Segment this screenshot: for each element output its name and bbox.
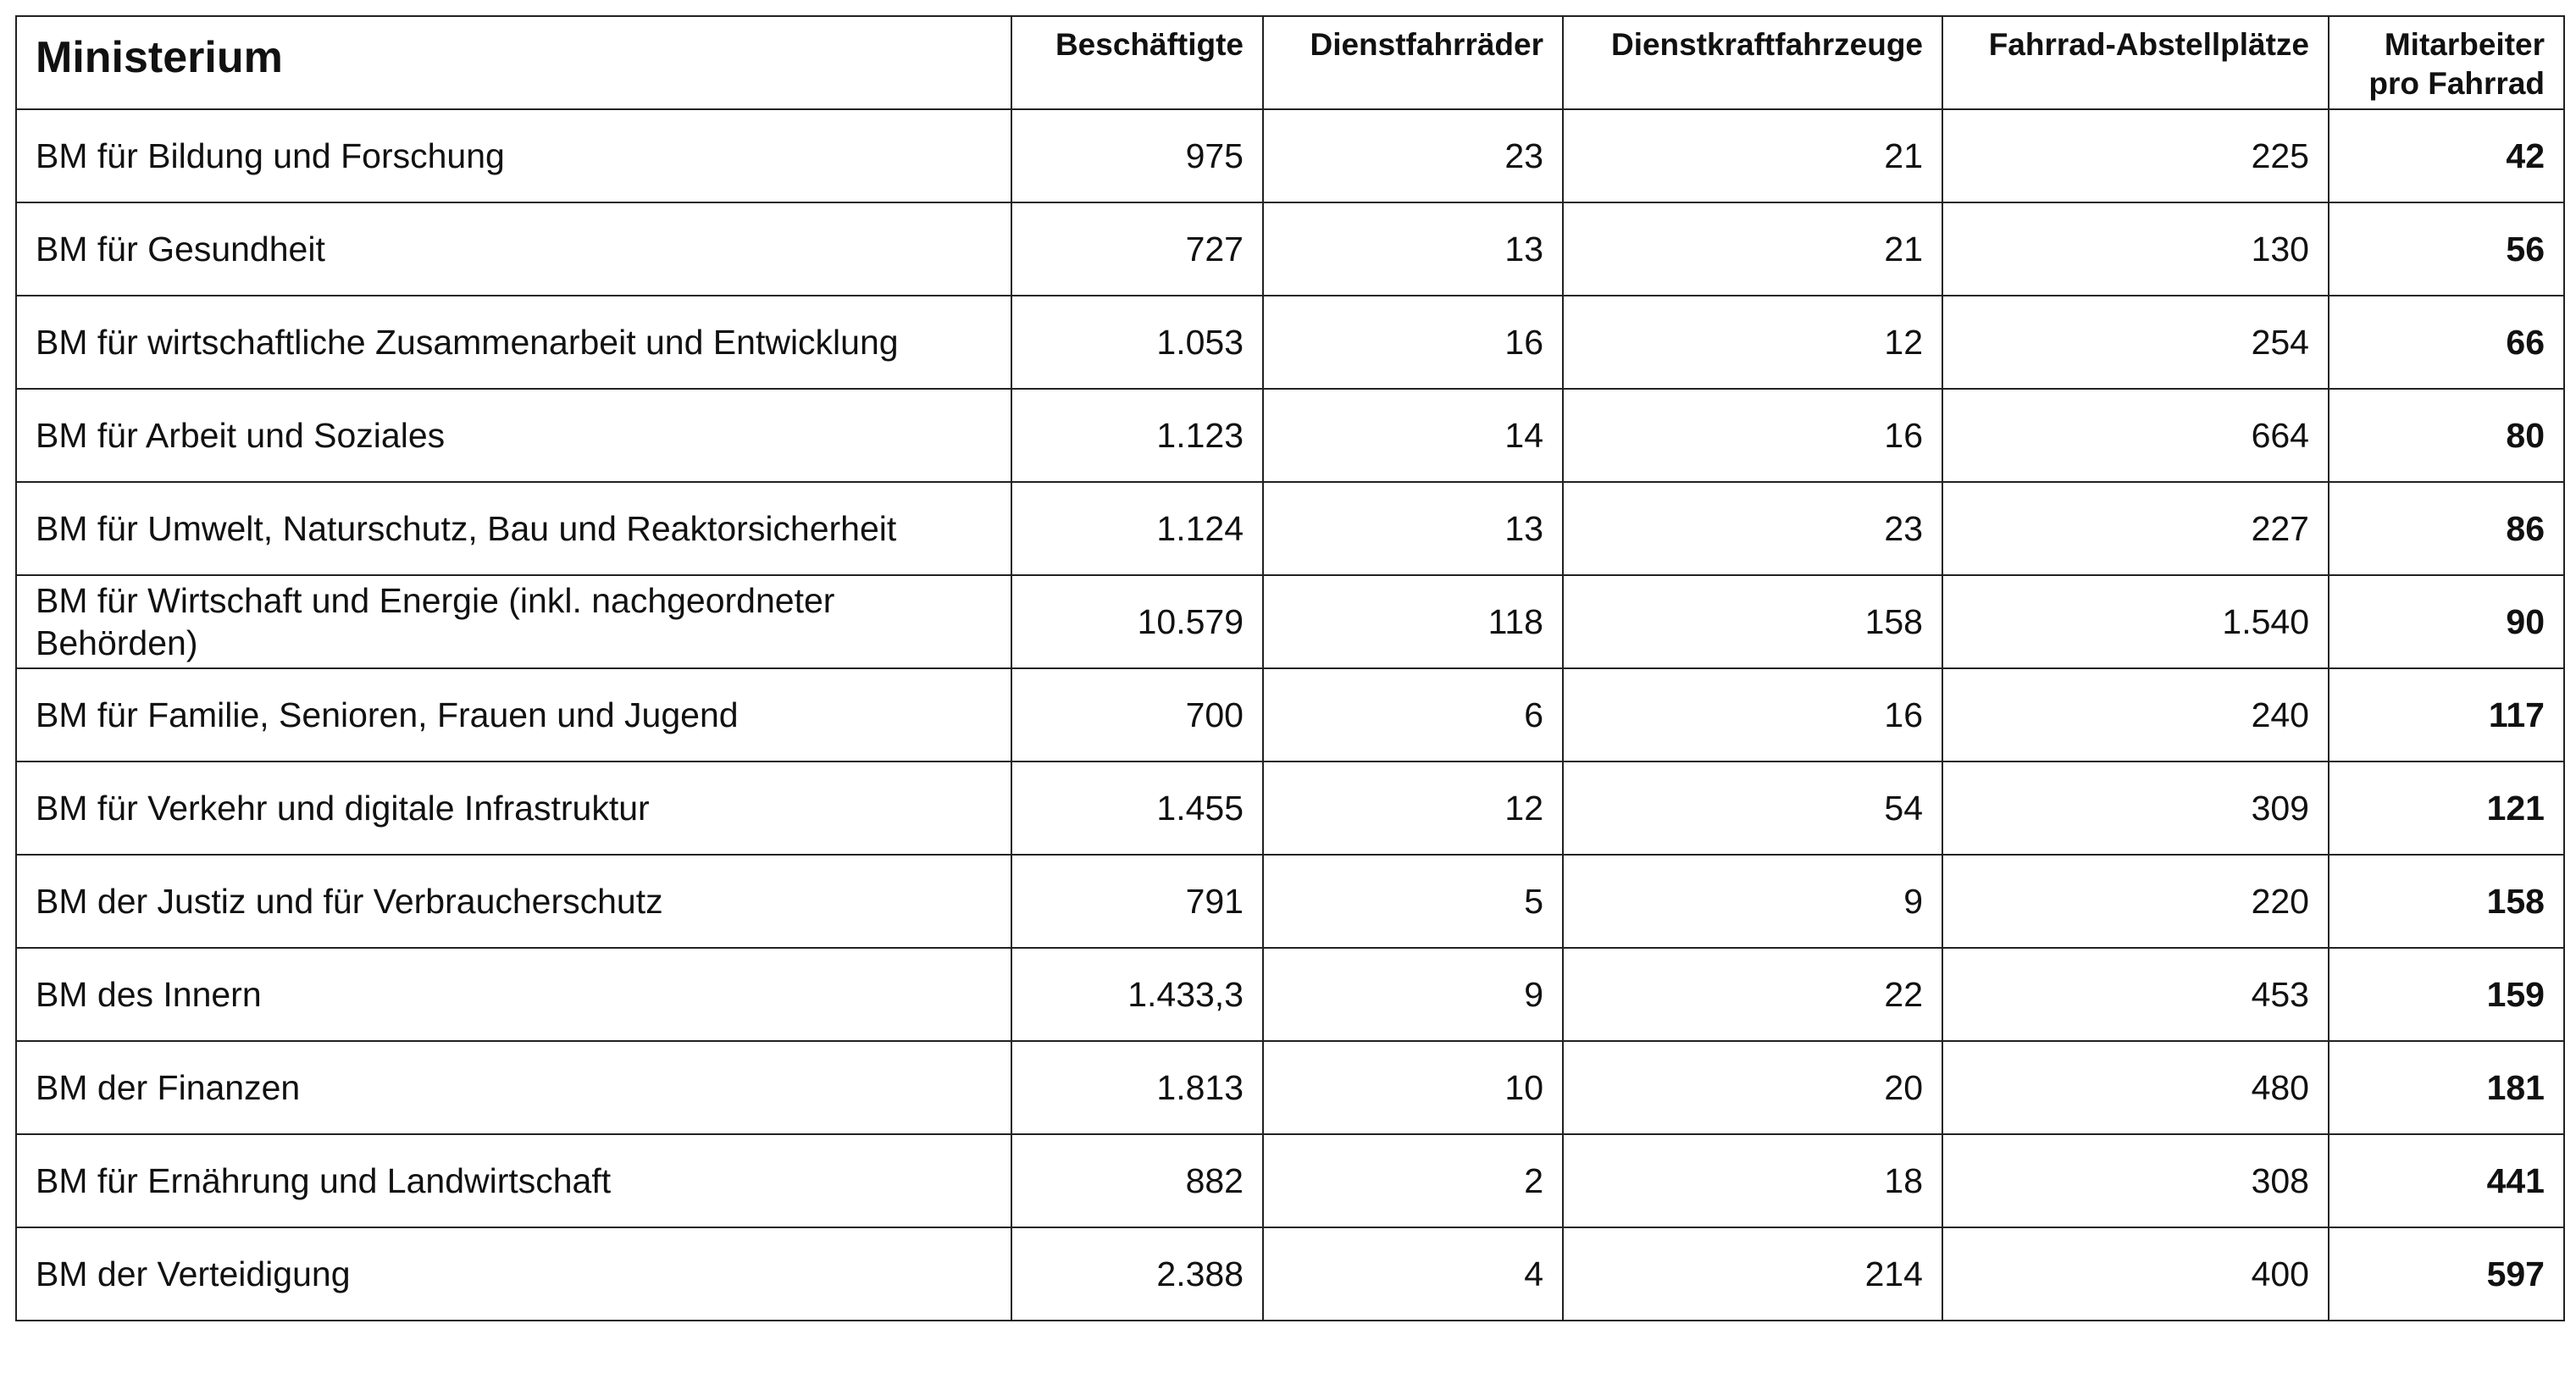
header-beschaeftigte: Beschäftigte	[1011, 16, 1263, 109]
table-row	[16, 296, 2564, 389]
cell-mitarbeiter-pro-fahrrad: 181	[2329, 1041, 2564, 1134]
cell-dienstfahrraeder: 12	[1263, 761, 1563, 855]
cell-dienstkraftfahrzeuge: 20	[1563, 1041, 1942, 1134]
cell-fahrrad-abstellplaetze: 453	[1942, 948, 2329, 1041]
cell-fahrrad-abstellplaetze: 225	[1942, 109, 2329, 202]
cell-dienstkraftfahrzeuge: 12	[1563, 296, 1942, 389]
cell-beschaeftigte: 1.053	[1011, 296, 1263, 389]
table-row	[16, 482, 2564, 575]
cell-mitarbeiter-pro-fahrrad: 121	[2329, 761, 2564, 855]
cell-dienstkraftfahrzeuge: 9	[1563, 855, 1942, 948]
cell-mitarbeiter-pro-fahrrad: 597	[2329, 1227, 2564, 1321]
cell-dienstkraftfahrzeuge: 21	[1563, 202, 1942, 296]
cell-mitarbeiter-pro-fahrrad: 90	[2329, 575, 2564, 668]
cell-dienstkraftfahrzeuge: 16	[1563, 389, 1942, 482]
table-row	[16, 389, 2564, 482]
cell-fahrrad-abstellplaetze: 480	[1942, 1041, 2329, 1134]
cell-dienstkraftfahrzeuge: 23	[1563, 482, 1942, 575]
cell-beschaeftigte: 1.123	[1011, 389, 1263, 482]
cell-beschaeftigte: 1.124	[1011, 482, 1263, 575]
table-row	[16, 1134, 2564, 1227]
cell-beschaeftigte: 791	[1011, 855, 1263, 948]
cell-beschaeftigte: 1.813	[1011, 1041, 1263, 1134]
cell-fahrrad-abstellplaetze: 130	[1942, 202, 2329, 296]
cell-fahrrad-abstellplaetze: 400	[1942, 1227, 2329, 1321]
cell-fahrrad-abstellplaetze: 227	[1942, 482, 2329, 575]
cell-mitarbeiter-pro-fahrrad: 158	[2329, 855, 2564, 948]
table-row	[16, 668, 2564, 761]
cell-ministerium: BM der Verteidigung	[16, 1227, 1011, 1321]
header-ministerium: Ministerium	[16, 16, 1011, 109]
cell-beschaeftigte: 700	[1011, 668, 1263, 761]
cell-dienstfahrraeder: 13	[1263, 482, 1563, 575]
cell-fahrrad-abstellplaetze: 240	[1942, 668, 2329, 761]
cell-beschaeftigte: 2.388	[1011, 1227, 1263, 1321]
cell-beschaeftigte: 975	[1011, 109, 1263, 202]
cell-ministerium: BM für Familie, Senioren, Frauen und Jugend	[16, 668, 1011, 761]
table-header	[16, 16, 2564, 109]
cell-mitarbeiter-pro-fahrrad: 56	[2329, 202, 2564, 296]
cell-ministerium: BM der Justiz und für Verbraucherschutz	[16, 855, 1011, 948]
ministry-table	[15, 15, 2565, 1321]
table-row	[16, 761, 2564, 855]
cell-mitarbeiter-pro-fahrrad: 86	[2329, 482, 2564, 575]
cell-dienstkraftfahrzeuge: 214	[1563, 1227, 1942, 1321]
cell-dienstfahrraeder: 13	[1263, 202, 1563, 296]
table-row	[16, 109, 2564, 202]
ministry-table-container	[15, 15, 2565, 1321]
cell-dienstfahrraeder: 118	[1263, 575, 1563, 668]
cell-beschaeftigte: 1.433,3	[1011, 948, 1263, 1041]
table-row	[16, 202, 2564, 296]
cell-ministerium: BM für wirtschaftliche Zusammenarbeit und Entwicklung	[16, 296, 1011, 389]
cell-ministerium: BM für Arbeit und Soziales	[16, 389, 1011, 482]
table-row	[16, 575, 2564, 668]
cell-dienstkraftfahrzeuge: 158	[1563, 575, 1942, 668]
cell-fahrrad-abstellplaetze: 1.540	[1942, 575, 2329, 668]
cell-mitarbeiter-pro-fahrrad: 159	[2329, 948, 2564, 1041]
cell-beschaeftigte: 882	[1011, 1134, 1263, 1227]
cell-dienstfahrraeder: 4	[1263, 1227, 1563, 1321]
cell-ministerium: BM der Finanzen	[16, 1041, 1011, 1134]
table-row	[16, 855, 2564, 948]
cell-mitarbeiter-pro-fahrrad: 117	[2329, 668, 2564, 761]
cell-mitarbeiter-pro-fahrrad: 42	[2329, 109, 2564, 202]
cell-dienstkraftfahrzeuge: 22	[1563, 948, 1942, 1041]
table-body	[16, 109, 2564, 1321]
cell-dienstkraftfahrzeuge: 18	[1563, 1134, 1942, 1227]
cell-dienstkraftfahrzeuge: 16	[1563, 668, 1942, 761]
cell-fahrrad-abstellplaetze: 254	[1942, 296, 2329, 389]
cell-fahrrad-abstellplaetze: 220	[1942, 855, 2329, 948]
cell-beschaeftigte: 727	[1011, 202, 1263, 296]
table-row	[16, 1227, 2564, 1321]
cell-dienstfahrraeder: 5	[1263, 855, 1563, 948]
cell-dienstfahrraeder: 16	[1263, 296, 1563, 389]
cell-dienstfahrraeder: 2	[1263, 1134, 1563, 1227]
cell-dienstfahrraeder: 6	[1263, 668, 1563, 761]
cell-ministerium: BM des Innern	[16, 948, 1011, 1041]
cell-ministerium: BM für Bildung und Forschung	[16, 109, 1011, 202]
header-fahrrad-abstellplaetze: Fahrrad-Abstellplätze	[1942, 16, 2329, 109]
cell-fahrrad-abstellplaetze: 308	[1942, 1134, 2329, 1227]
cell-beschaeftigte: 1.455	[1011, 761, 1263, 855]
header-row	[16, 16, 2564, 109]
cell-dienstkraftfahrzeuge: 54	[1563, 761, 1942, 855]
cell-dienstkraftfahrzeuge: 21	[1563, 109, 1942, 202]
cell-fahrrad-abstellplaetze: 664	[1942, 389, 2329, 482]
cell-ministerium: BM für Gesundheit	[16, 202, 1011, 296]
table-row	[16, 1041, 2564, 1134]
table-row	[16, 948, 2564, 1041]
cell-mitarbeiter-pro-fahrrad: 80	[2329, 389, 2564, 482]
cell-ministerium: BM für Ernährung und Landwirtschaft	[16, 1134, 1011, 1227]
cell-ministerium: BM für Wirtschaft und Energie (inkl. nachgeordneter Behörden)	[16, 575, 1011, 668]
cell-beschaeftigte: 10.579	[1011, 575, 1263, 668]
cell-dienstfahrraeder: 14	[1263, 389, 1563, 482]
cell-dienstfahrraeder: 10	[1263, 1041, 1563, 1134]
cell-ministerium: BM für Verkehr und digitale Infrastruktur	[16, 761, 1011, 855]
cell-mitarbeiter-pro-fahrrad: 441	[2329, 1134, 2564, 1227]
cell-fahrrad-abstellplaetze: 309	[1942, 761, 2329, 855]
cell-dienstfahrraeder: 9	[1263, 948, 1563, 1041]
header-dienstfahrraeder: Dienstfahrräder	[1263, 16, 1563, 109]
header-mitarbeiter-pro-fahrrad: Mitarbeiter pro Fahrrad	[2329, 16, 2564, 109]
cell-ministerium: BM für Umwelt, Naturschutz, Bau und Reaktorsicherheit	[16, 482, 1011, 575]
header-dienstkraftfahrzeuge: Dienstkraftfahrzeuge	[1563, 16, 1942, 109]
cell-mitarbeiter-pro-fahrrad: 66	[2329, 296, 2564, 389]
cell-dienstfahrraeder: 23	[1263, 109, 1563, 202]
